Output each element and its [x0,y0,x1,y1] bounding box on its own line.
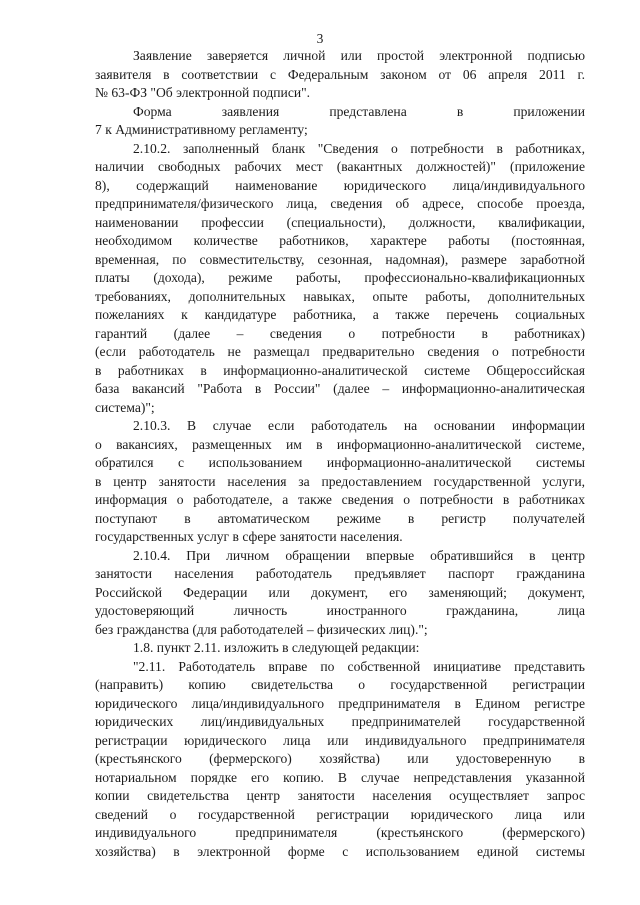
text-line: поступают в автоматическом режиме в регистр получателей [95,510,585,526]
text-line: 2.10.3. В случае если работодатель на основании информации [133,418,585,433]
text-line: база вакансий "Работа в России" (далее – информационно-аналитическая [95,381,585,396]
text-line: гарантий (далее – сведения о потребности в работниках) [95,325,585,341]
text-line: индивидуального предпринимателя (крестьянского (фермерского) [95,825,585,840]
text-line: государственных услуг в сфере занятости населения. [95,529,403,544]
text-line: необходимом количестве работников, характере работы (постоянная, [95,233,585,248]
text-line: о вакансиях, размещенных им в информационно-аналитической системе, [95,436,585,452]
text-line: нотариальном порядке его копию. В случае непредставления указанной [95,769,585,785]
text-line: (если работодатель не размещал предварительно сведения о потребности [95,344,585,359]
text-line: Российской Федерации или документ, его заменяющий; документ, [95,584,585,600]
text-line: хозяйства) в электронной форме с использованием единой системы [95,843,585,859]
text-line: информация о работодателе, а также сведения о потребности в работниках [95,492,585,507]
text-line: в работниках в информационно-аналитической системе Общероссийская [95,362,585,378]
text-line: удостоверяющий личность иностранного гражданина, лица [95,603,585,618]
document-body [95,47,585,861]
text-line: временная, по совместительству, сезонная, надомная), размере заработной [95,251,585,267]
page-number: 3 [316,31,324,46]
text-line: "2.11. Работодатель вправе по собственной инициативе представить [133,658,585,674]
text-line: обратился с использованием информационно-аналитической системы [95,455,585,470]
text-line: 1.8. пункт 2.11. изложить в следующей редакции: [133,640,420,655]
text-line: требованиях, дополнительных навыках, опыте работы, дополнительных [95,288,585,304]
text-line: система)"; [95,399,155,415]
text-line: 8), содержащий наименование юридического лица/индивидуального [95,177,585,193]
text-line: предпринимателя/физического лица, сведения об адресе, способе проезда, [95,196,585,211]
text-line: копии свидетельства центр занятости населения осуществляет запрос [95,788,585,803]
text-line: Заявление заверяется личной или простой электронной подписью [133,48,585,63]
text-line: заявителя в соответствии с Федеральным законом от 06 апреля 2011 г. [95,66,585,82]
text-line: юридических лиц/индивидуальных предпринимателей государственной [95,714,585,729]
text-line: пожеланиях к кандидатуре работника, а также перечень социальных [95,307,585,322]
text-line: платы (дохода), режиме работы, профессионально-квалификационных [95,270,585,285]
text-line: наличии свободных рабочих мест (вакантных должностей)" (приложение [95,159,585,174]
text-line: (направить) копию свидетельства о государственной регистрации [95,677,585,692]
text-line: без гражданства (для работодателей – физических лиц)."; [95,621,428,637]
text-line: 2.10.4. При личном обращении впервые обратившийся в центр [133,547,585,563]
text-line: наименовании профессии (специальности), должности, квалификации, [95,214,585,230]
text-line: регистрации юридического лица или индивидуального предпринимателя [95,732,585,748]
text-line: Форма заявления представлена в приложении [133,103,585,119]
text-line: № 63-ФЗ "Об электронной подписи". [95,85,311,100]
text-line: сведений о государственной регистрации юридического лица или [95,806,585,822]
text-line: юридического лица/индивидуального предпринимателя в Едином регистре [95,695,585,711]
text-line: в центр занятости населения за предоставлением государственной услуги, [95,473,585,489]
text-line: занятости населения работодатель предъявляет паспорт гражданина [95,566,585,581]
text-line: (крестьянского (фермерского) хозяйства) или удостоверенную в [95,751,585,766]
text-line: 2.10.2. заполненный бланк "Сведения о потребности в работниках, [133,140,585,156]
text-line: 7 к Административному регламенту; [95,122,308,137]
